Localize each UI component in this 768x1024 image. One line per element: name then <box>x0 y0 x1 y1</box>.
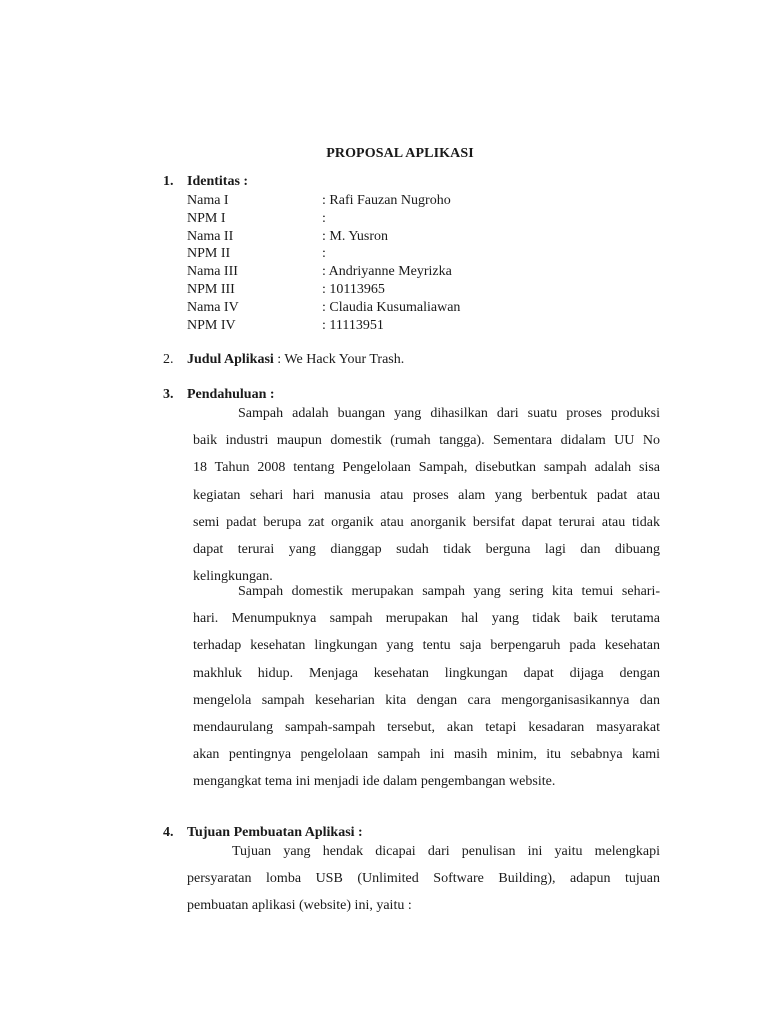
section-number: 1. <box>163 174 174 189</box>
section-title: Identitas : <box>187 174 249 189</box>
paragraph-line: hari. Menumpuknya sampah merupakan hal yang tidak baik terutama <box>193 611 660 627</box>
paragraph-line: Sampah adalah buangan yang dihasilkan dari suatu proses produksi <box>238 406 660 421</box>
identity-value: : Rafi Fauzan Nugroho <box>322 193 451 208</box>
identity-label: NPM II <box>187 246 231 262</box>
section-number: 3. <box>163 387 174 402</box>
identity-row <box>187 263 460 281</box>
section-identitas-heading <box>163 174 248 190</box>
paragraph-line: Tujuan yang hendak dicapai dari penulisan ini yaitu melengkapi <box>232 844 660 859</box>
pendahuluan-paragraph-2 <box>193 578 660 796</box>
section-title: Tujuan Pembuatan Aplikasi : <box>187 825 363 840</box>
identity-row <box>187 228 460 246</box>
section-number: 2. <box>163 352 174 367</box>
paragraph-line: kelingkungan. <box>193 569 273 585</box>
identity-value: : 11113951 <box>322 317 384 333</box>
paragraph-line: mengelola sampah keseharian kita dengan cara mengorganisasikannya dan <box>193 692 660 708</box>
section-judul-heading <box>163 352 404 368</box>
identity-label: Nama IV <box>187 299 239 315</box>
identity-row <box>187 245 460 263</box>
judul-text: : We Hack Your Trash. <box>273 352 405 367</box>
identity-row <box>187 192 460 210</box>
identity-label: NPM IV <box>187 317 236 333</box>
identity-value: : Claudia Kusumaliawan <box>322 299 461 315</box>
tujuan-paragraph <box>187 838 660 920</box>
paragraph-line: Sampah domestik merupakan sampah yang sering kita temui sehari- <box>238 584 660 599</box>
identity-label: Nama II <box>187 228 234 244</box>
identity-value: : Andriyanne Meyrizka <box>322 264 452 280</box>
section-number: 4. <box>163 825 174 840</box>
paragraph-line: kegiatan sehari hari manusia atau proses alam yang berbentuk padat atau <box>193 487 660 503</box>
paragraph-line: persyaratan lomba USB (Unlimited Software Building), adapun tujuan <box>187 871 660 887</box>
paragraph-line: mengangkat tema ini menjadi ide dalam pengembangan website. <box>193 774 556 790</box>
identity-label: Nama III <box>187 264 238 280</box>
identity-label: Nama I <box>187 193 229 208</box>
identity-row <box>187 317 460 335</box>
identity-label: NPM III <box>187 281 235 297</box>
document-title: PROPOSAL APLIKASI <box>326 146 474 161</box>
identity-row <box>187 281 460 299</box>
identity-row <box>187 210 460 228</box>
identity-value: : <box>322 210 326 226</box>
paragraph-line: pembuatan aplikasi (website) ini, yaitu : <box>187 898 412 914</box>
paragraph-line: terhadap kesehatan lingkungan yang tentu saja berpengaruh pada kesehatan <box>193 638 660 654</box>
pendahuluan-paragraph-1 <box>193 400 660 590</box>
identity-table <box>187 192 460 334</box>
identity-value: : <box>322 246 326 262</box>
identity-value: : M. Yusron <box>322 228 388 244</box>
paragraph-line: baik industri maupun domestik (rumah tangga). Sementara didalam UU No <box>193 433 660 449</box>
identity-row <box>187 299 460 317</box>
section-title: Judul Aplikasi <box>187 352 274 367</box>
paragraph-line: akan pentingnya pengelolaan sampah ini masih minim, itu sebabnya kami <box>193 747 660 763</box>
paragraph-line: semi padat berupa zat organik atau anorganik bersifat dapat terurai atau tidak <box>193 514 660 530</box>
paragraph-line: makhluk hidup. Menjaga kesehatan lingkungan dapat dijaga dengan <box>193 665 660 681</box>
paragraph-line: 18 Tahun 2008 tentang Pengelolaan Sampah, disebutkan sampah adalah sisa <box>193 460 660 476</box>
identity-label: NPM I <box>187 210 226 226</box>
section-title: Pendahuluan : <box>187 387 275 402</box>
identity-value: : 10113965 <box>322 281 385 297</box>
paragraph-line: dapat terurai yang dianggap sudah tidak berguna lagi dan dibuang <box>193 541 660 557</box>
paragraph-line: mendaurulang sampah-sampah tersebut, akan tetapi kesadaran masyarakat <box>193 719 660 735</box>
